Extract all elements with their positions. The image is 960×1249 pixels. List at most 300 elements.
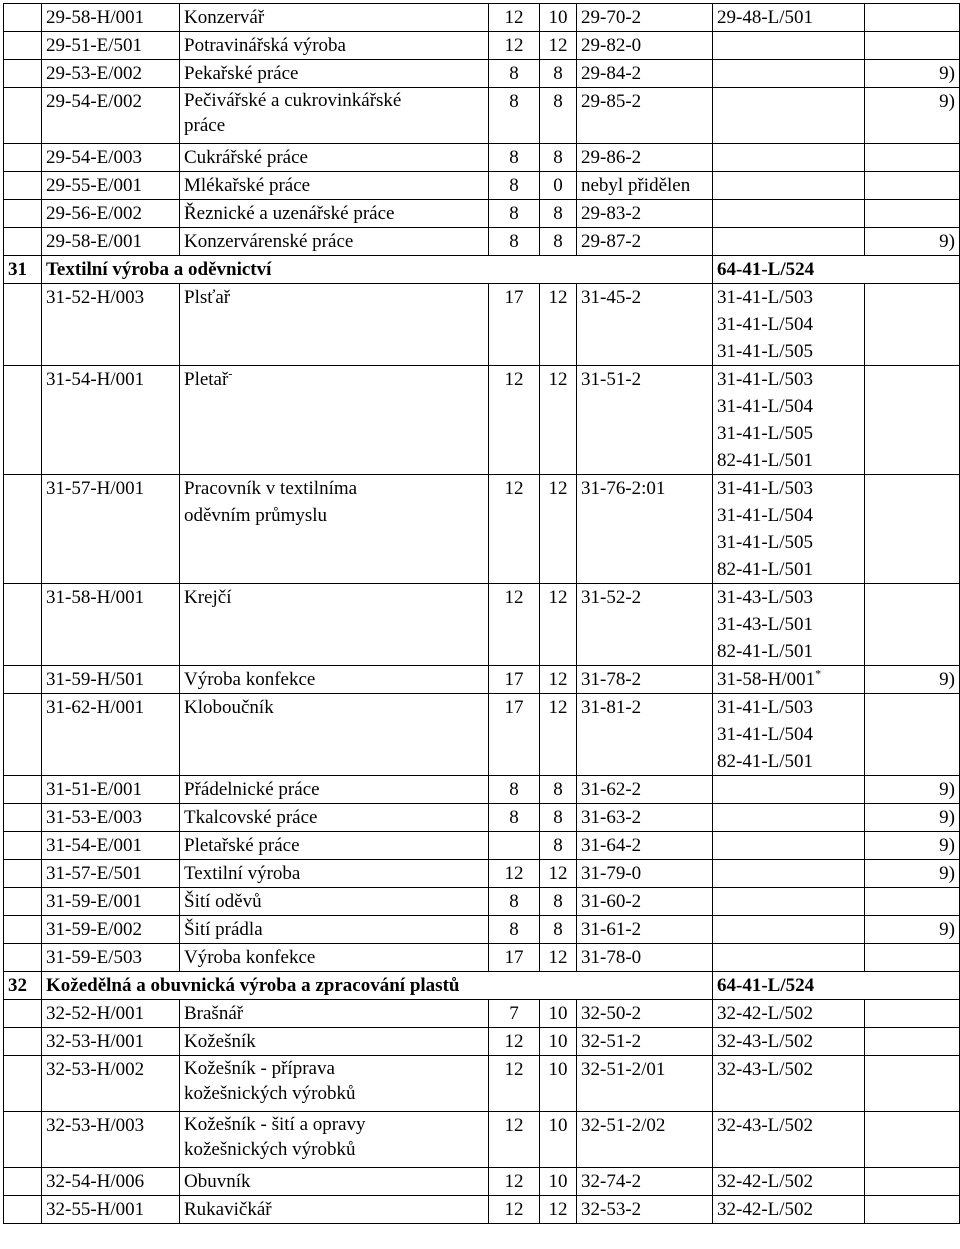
followup-codes [713, 1028, 865, 1056]
field-code: 31-51-2 [577, 366, 713, 475]
note-cell [865, 32, 960, 60]
value-b: 10 [540, 1000, 577, 1028]
value-a: 12 [489, 475, 540, 584]
value-b: 10 [540, 4, 577, 32]
field-code: 32-74-2 [577, 1168, 713, 1196]
code-cell: 32-52-H/001 [42, 1000, 180, 1028]
followup-codes [713, 228, 865, 256]
note-cell: 9) [865, 804, 960, 832]
name-cell [180, 172, 489, 200]
table-row [4, 666, 960, 694]
name-line: Kožešník [184, 1031, 256, 1052]
code-cell: 31-58-H/001 [42, 584, 180, 666]
code-cell: 29-53-E/002 [42, 60, 180, 88]
followup-code: 31-43-L/503 [717, 587, 814, 608]
code-cell: 31-57-H/001 [42, 475, 180, 584]
name-line: Konzervárenské práce [184, 231, 354, 252]
indent-cell [4, 144, 42, 172]
followup-codes [713, 888, 865, 916]
followup-codes [713, 860, 865, 888]
occupation-table [3, 3, 960, 1224]
table-row [4, 832, 960, 860]
followup-codes [713, 832, 865, 860]
indent-cell [4, 60, 42, 88]
followup-codes [713, 666, 865, 694]
name-cell [180, 832, 489, 860]
followup-codes [713, 1056, 865, 1112]
table-row [4, 284, 960, 366]
field-code: 32-50-2 [577, 1000, 713, 1028]
indent-cell [4, 228, 42, 256]
field-code: 31-61-2 [577, 916, 713, 944]
field-code: 31-64-2 [577, 832, 713, 860]
note-cell [865, 200, 960, 228]
table-row [4, 144, 960, 172]
name-cell [180, 916, 489, 944]
name-line: Cukrářské práce [184, 147, 308, 168]
code-cell: 29-55-E/001 [42, 172, 180, 200]
name-line: Výroba konfekce [184, 669, 316, 690]
name-line: Pečivářské a cukrovinkářské [184, 90, 402, 111]
code-cell: 31-59-E/001 [42, 888, 180, 916]
field-code: 31-81-2 [577, 694, 713, 776]
value-b: 12 [540, 284, 577, 366]
name-line: Pletařské práce [184, 835, 300, 856]
code-cell: 29-51-E/501 [42, 32, 180, 60]
value-a: 8 [489, 88, 540, 144]
value-b: 12 [540, 475, 577, 584]
name-line: Obuvník [184, 1171, 251, 1192]
followup-code: 31-41-L/505 [717, 423, 814, 444]
followup-code: 31-41-L/504 [717, 396, 814, 417]
indent-cell [4, 694, 42, 776]
followup-code: 82-41-L/501 [717, 559, 814, 580]
indent-cell [4, 1028, 42, 1056]
field-code: 32-51-2/02 [577, 1112, 713, 1168]
note-cell: 9) [865, 666, 960, 694]
note-cell: 9) [865, 776, 960, 804]
name-line: Kožešník - příprava [184, 1058, 335, 1079]
table-row [4, 1000, 960, 1028]
note-cell [865, 1028, 960, 1056]
field-code: 31-76-2:01 [577, 475, 713, 584]
name-line: Pracovník v textilníma [184, 478, 358, 499]
table-row [4, 88, 960, 144]
note-cell: 9) [865, 916, 960, 944]
name-cell [180, 944, 489, 972]
section-code: 64-41-L/524 [713, 972, 960, 1000]
value-b: 12 [540, 694, 577, 776]
name-line: Plsťař [184, 287, 231, 308]
section-title: Textilní výroba a oděvnictví [42, 256, 713, 284]
name-cell [180, 1056, 489, 1112]
field-code: 29-70-2 [577, 4, 713, 32]
note-cell: 9) [865, 832, 960, 860]
table-body [4, 4, 960, 1224]
followup-code: 32-43-L/502 [717, 1059, 814, 1080]
value-b: 10 [540, 1056, 577, 1112]
field-code: 29-82-0 [577, 32, 713, 60]
value-a: 8 [489, 200, 540, 228]
note-cell [865, 144, 960, 172]
indent-cell [4, 284, 42, 366]
name-mark: - [228, 366, 233, 381]
value-a: 8 [489, 916, 540, 944]
name-line: kožešnických výrobků [184, 1083, 356, 1104]
name-cell [180, 1000, 489, 1028]
name-cell [180, 1196, 489, 1224]
code-cell: 32-53-H/003 [42, 1112, 180, 1168]
value-a: 17 [489, 284, 540, 366]
followup-codes [713, 776, 865, 804]
field-code: 31-52-2 [577, 584, 713, 666]
followup-codes [713, 1196, 865, 1224]
followup-code: 31-41-L/503 [717, 697, 814, 718]
note-cell [865, 366, 960, 475]
table-row [4, 860, 960, 888]
indent-cell [4, 88, 42, 144]
name-cell [180, 666, 489, 694]
name-line: Krejčí [184, 587, 232, 608]
followup-codes [713, 584, 865, 666]
code-cell: 31-54-H/001 [42, 366, 180, 475]
value-b: 8 [540, 888, 577, 916]
indent-cell [4, 776, 42, 804]
value-a: 12 [489, 1028, 540, 1056]
name-line: práce [184, 115, 226, 136]
table-row [4, 1112, 960, 1168]
followup-codes [713, 144, 865, 172]
section-title: Kožedělná a obuvnická výroba a zpracování plastů [42, 972, 713, 1000]
field-code: 29-87-2 [577, 228, 713, 256]
name-line: Pekařské práce [184, 63, 299, 84]
value-b: 12 [540, 1196, 577, 1224]
followup-codes [713, 694, 865, 776]
code-cell: 32-53-H/001 [42, 1028, 180, 1056]
note-cell [865, 1000, 960, 1028]
value-a: 12 [489, 32, 540, 60]
followup-code: 32-42-L/502 [717, 1003, 814, 1024]
field-code: nebyl přidělen [577, 172, 713, 200]
name-cell [180, 584, 489, 666]
value-a: 8 [489, 888, 540, 916]
followup-codes [713, 200, 865, 228]
name-cell [180, 1168, 489, 1196]
followup-codes [713, 804, 865, 832]
indent-cell [4, 366, 42, 475]
code-cell: 31-59-E/503 [42, 944, 180, 972]
value-a: 7 [489, 1000, 540, 1028]
section-header-row [4, 972, 960, 1000]
name-cell [180, 860, 489, 888]
name-cell [180, 475, 489, 584]
note-cell [865, 1196, 960, 1224]
name-cell [180, 694, 489, 776]
table-row [4, 60, 960, 88]
name-cell [180, 284, 489, 366]
value-b: 8 [540, 804, 577, 832]
section-header-row [4, 256, 960, 284]
followup-code: 31-41-L/503 [717, 478, 814, 499]
code-cell: 31-59-E/002 [42, 916, 180, 944]
value-a: 12 [489, 366, 540, 475]
value-b: 8 [540, 228, 577, 256]
name-cell [180, 200, 489, 228]
indent-cell [4, 832, 42, 860]
name-cell [180, 228, 489, 256]
code-cell: 32-54-H/006 [42, 1168, 180, 1196]
note-cell [865, 284, 960, 366]
followup-codes [713, 1112, 865, 1168]
table-row [4, 228, 960, 256]
value-a: 17 [489, 694, 540, 776]
name-cell [180, 1028, 489, 1056]
followup-code: 32-42-L/502 [717, 1199, 814, 1220]
name-line: Pletař [184, 369, 229, 390]
table-row [4, 4, 960, 32]
field-code: 29-86-2 [577, 144, 713, 172]
table-row [4, 804, 960, 832]
followup-mark: * [815, 666, 822, 681]
value-a: 12 [489, 1056, 540, 1112]
table-row [4, 916, 960, 944]
field-code: 31-60-2 [577, 888, 713, 916]
table-row [4, 1056, 960, 1112]
value-b: 0 [540, 172, 577, 200]
indent-cell [4, 475, 42, 584]
field-code: 31-78-2 [577, 666, 713, 694]
note-cell [865, 584, 960, 666]
code-cell: 29-58-E/001 [42, 228, 180, 256]
field-code: 32-51-2/01 [577, 1056, 713, 1112]
value-a: 8 [489, 60, 540, 88]
note-cell: 9) [865, 60, 960, 88]
note-cell [865, 1168, 960, 1196]
name-line: Potravinářská výroba [184, 35, 346, 56]
followup-codes [713, 4, 865, 32]
name-line: Rukavičkář [184, 1199, 272, 1220]
value-b: 12 [540, 666, 577, 694]
section-number: 32 [4, 972, 42, 1000]
code-cell: 32-55-H/001 [42, 1196, 180, 1224]
name-cell [180, 804, 489, 832]
name-cell [180, 366, 489, 475]
indent-cell [4, 584, 42, 666]
table-row [4, 172, 960, 200]
name-cell [180, 4, 489, 32]
note-cell [865, 1112, 960, 1168]
value-a: 12 [489, 584, 540, 666]
followup-codes [713, 32, 865, 60]
table-row [4, 32, 960, 60]
value-b: 12 [540, 366, 577, 475]
followup-codes [713, 366, 865, 475]
name-line: Kloboučník [184, 697, 274, 718]
note-cell: 9) [865, 228, 960, 256]
name-line: Tkalcovské práce [184, 807, 318, 828]
name-line: Šití prádla [184, 919, 263, 940]
value-b: 8 [540, 200, 577, 228]
indent-cell [4, 1000, 42, 1028]
name-line: Mlékařské práce [184, 175, 311, 196]
note-cell [865, 944, 960, 972]
followup-code: 31-41-L/504 [717, 505, 814, 526]
value-b: 10 [540, 1028, 577, 1056]
value-b: 8 [540, 776, 577, 804]
table-row [4, 888, 960, 916]
name-line: Konzervář [184, 7, 265, 28]
followup-codes [713, 88, 865, 144]
indent-cell [4, 804, 42, 832]
followup-codes [713, 172, 865, 200]
code-cell: 31-59-H/501 [42, 666, 180, 694]
name-cell [180, 776, 489, 804]
note-cell: 9) [865, 88, 960, 144]
value-a: 12 [489, 860, 540, 888]
indent-cell [4, 944, 42, 972]
field-code: 32-51-2 [577, 1028, 713, 1056]
value-a [489, 832, 540, 860]
value-a: 8 [489, 172, 540, 200]
followup-codes [713, 944, 865, 972]
indent-cell [4, 1112, 42, 1168]
field-code: 32-53-2 [577, 1196, 713, 1224]
followup-code: 31-43-L/501 [717, 614, 814, 635]
followup-code: 32-42-L/502 [717, 1171, 814, 1192]
value-b: 8 [540, 916, 577, 944]
followup-codes [713, 1000, 865, 1028]
table-row [4, 694, 960, 776]
note-cell [865, 888, 960, 916]
name-line: Brašnář [184, 1003, 244, 1024]
name-line: Výroba konfekce [184, 947, 316, 968]
table-row [4, 776, 960, 804]
indent-cell [4, 888, 42, 916]
value-a: 17 [489, 944, 540, 972]
value-a: 12 [489, 4, 540, 32]
indent-cell [4, 666, 42, 694]
value-b: 12 [540, 944, 577, 972]
code-cell: 29-54-E/003 [42, 144, 180, 172]
followup-code: 31-41-L/504 [717, 314, 814, 335]
section-code: 64-41-L/524 [713, 256, 960, 284]
code-cell: 29-56-E/002 [42, 200, 180, 228]
followup-code: 31-41-L/503 [717, 287, 814, 308]
code-cell: 31-62-H/001 [42, 694, 180, 776]
followup-codes [713, 1168, 865, 1196]
table-row [4, 1028, 960, 1056]
code-cell: 31-52-H/003 [42, 284, 180, 366]
name-line: Přádelnické práce [184, 779, 320, 800]
value-a: 12 [489, 1168, 540, 1196]
value-b: 12 [540, 860, 577, 888]
followup-codes [713, 475, 865, 584]
name-cell [180, 32, 489, 60]
indent-cell [4, 916, 42, 944]
value-b: 12 [540, 584, 577, 666]
field-code: 29-84-2 [577, 60, 713, 88]
table-row [4, 1168, 960, 1196]
note-cell [865, 4, 960, 32]
value-b: 8 [540, 832, 577, 860]
followup-code: 31-58-H/001 [717, 669, 816, 690]
name-line: Kožešník - šití a opravy [184, 1114, 366, 1135]
indent-cell [4, 860, 42, 888]
table-row [4, 475, 960, 584]
value-b: 10 [540, 1112, 577, 1168]
indent-cell [4, 1056, 42, 1112]
section-number: 31 [4, 256, 42, 284]
field-code: 31-63-2 [577, 804, 713, 832]
name-line: Textilní výroba [184, 863, 301, 884]
value-b: 8 [540, 88, 577, 144]
followup-codes [713, 916, 865, 944]
indent-cell [4, 1196, 42, 1224]
table-row [4, 584, 960, 666]
field-code: 29-85-2 [577, 88, 713, 144]
name-line: kožešnických výrobků [184, 1139, 356, 1160]
indent-cell [4, 4, 42, 32]
table-row [4, 200, 960, 228]
value-a: 8 [489, 228, 540, 256]
code-cell: 32-53-H/002 [42, 1056, 180, 1112]
note-cell [865, 694, 960, 776]
note-cell [865, 172, 960, 200]
value-a: 17 [489, 666, 540, 694]
table-row [4, 1196, 960, 1224]
indent-cell [4, 172, 42, 200]
name-cell [180, 144, 489, 172]
value-b: 8 [540, 144, 577, 172]
code-cell: 31-51-E/001 [42, 776, 180, 804]
note-cell [865, 475, 960, 584]
field-code: 31-78-0 [577, 944, 713, 972]
followup-code: 31-41-L/504 [717, 724, 814, 745]
indent-cell [4, 200, 42, 228]
followup-code: 31-41-L/505 [717, 532, 814, 553]
value-b: 10 [540, 1168, 577, 1196]
indent-cell [4, 32, 42, 60]
name-line: Řeznické a uzenářské práce [184, 203, 395, 224]
followup-code: 29-48-L/501 [717, 7, 814, 28]
name-cell [180, 88, 489, 144]
note-cell: 9) [865, 860, 960, 888]
table-row [4, 366, 960, 475]
field-code: 29-83-2 [577, 200, 713, 228]
field-code: 31-79-0 [577, 860, 713, 888]
note-cell [865, 1056, 960, 1112]
indent-cell [4, 1168, 42, 1196]
value-a: 8 [489, 144, 540, 172]
code-cell: 29-58-H/001 [42, 4, 180, 32]
table-row [4, 944, 960, 972]
value-a: 8 [489, 804, 540, 832]
value-b: 12 [540, 32, 577, 60]
followup-code: 82-41-L/501 [717, 450, 814, 471]
field-code: 31-45-2 [577, 284, 713, 366]
followup-code: 31-41-L/505 [717, 341, 814, 362]
code-cell: 29-54-E/002 [42, 88, 180, 144]
code-cell: 31-53-E/003 [42, 804, 180, 832]
name-cell [180, 888, 489, 916]
name-line: Šití oděvů [184, 891, 262, 912]
code-cell: 31-57-E/501 [42, 860, 180, 888]
followup-codes [713, 284, 865, 366]
value-a: 12 [489, 1112, 540, 1168]
name-line: oděvním průmyslu [184, 505, 328, 526]
value-b: 8 [540, 60, 577, 88]
followup-code: 82-41-L/501 [717, 751, 814, 772]
